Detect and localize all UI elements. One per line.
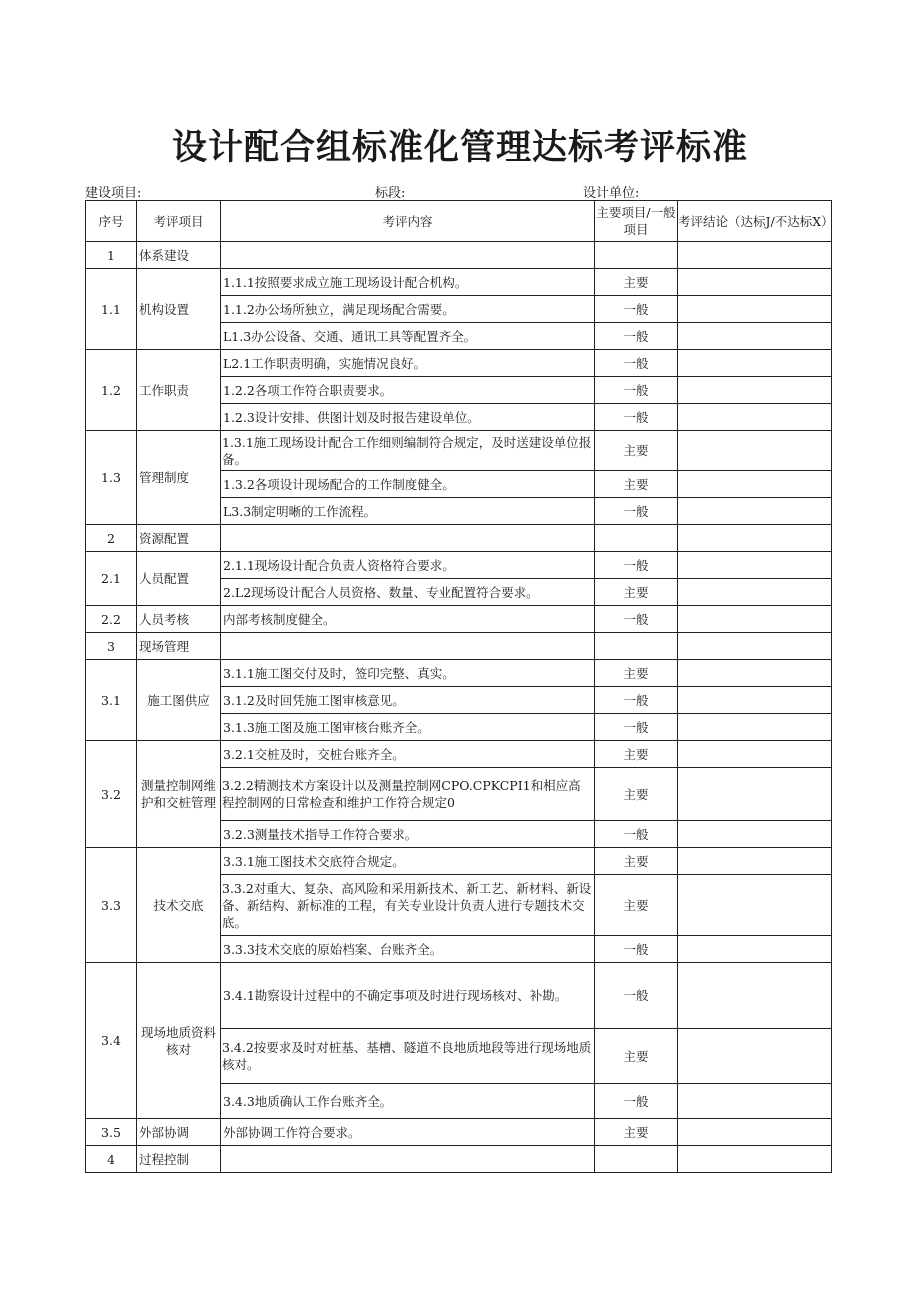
row-item: 人员配置: [137, 552, 221, 606]
row-content: 3.1.3施工图及施工图审核台账齐全。: [221, 714, 595, 741]
row-result[interactable]: [678, 471, 832, 498]
row-type: 一般: [595, 1084, 678, 1119]
row-content: 1.3.1施工现场设计配合工作细则编制符合规定，及时送建设单位报备。: [221, 431, 595, 471]
row-content: 3.4.2按要求及时对桩基、基槽、隧道不良地质地段等进行现场地质核对。: [221, 1029, 595, 1084]
row-result[interactable]: [678, 714, 832, 741]
table-row: [86, 1146, 832, 1173]
row-result[interactable]: [678, 323, 832, 350]
row-content: [221, 525, 595, 552]
header-row: [86, 201, 832, 242]
row-type: 主要: [595, 471, 678, 498]
page-title: 设计配合组标准化管理达标考评标准: [171, 127, 748, 168]
row-item: 机构设置: [137, 269, 221, 350]
row-seq: 4: [86, 1146, 137, 1173]
row-content: 1.1.2办公场所独立，满足现场配合需要。: [221, 296, 595, 323]
row-content: 3.3.1施工图技术交底符合规定。: [221, 848, 595, 875]
row-item: 资源配置: [137, 525, 221, 552]
row-item: 过程控制: [137, 1146, 221, 1173]
row-type: 主要: [595, 875, 678, 936]
row-result[interactable]: [678, 377, 832, 404]
row-type: 一般: [595, 350, 678, 377]
table-row: [86, 552, 832, 579]
row-type: 一般: [595, 552, 678, 579]
row-content: 3.1.1施工图交付及时，签印完整、真实。: [221, 660, 595, 687]
row-seq: 3: [86, 633, 137, 660]
table-row: [86, 848, 832, 875]
row-type: 主要: [595, 579, 678, 606]
row-result[interactable]: [678, 552, 832, 579]
row-result[interactable]: [678, 821, 832, 848]
table-row: [86, 525, 832, 552]
row-result[interactable]: [678, 606, 832, 633]
row-item: 管理制度: [137, 431, 221, 525]
row-type: 一般: [595, 714, 678, 741]
row-result[interactable]: [678, 848, 832, 875]
row-type: 一般: [595, 296, 678, 323]
row-type: [595, 1146, 678, 1173]
row-item: 技术交底: [137, 848, 221, 963]
project-label: 建设项目:: [85, 186, 142, 201]
row-result[interactable]: [678, 963, 832, 1029]
row-result[interactable]: [678, 431, 832, 471]
row-item: 外部协调: [137, 1119, 221, 1146]
row-result[interactable]: [678, 296, 832, 323]
row-seq: 1.3: [86, 431, 137, 525]
row-result[interactable]: [678, 1119, 832, 1146]
table-row: [86, 350, 832, 377]
table-row: [86, 431, 832, 471]
row-item: 体系建设: [137, 242, 221, 269]
row-content: 3.2.1交桩及时，交桩台账齐全。: [221, 741, 595, 768]
row-result[interactable]: [678, 350, 832, 377]
header-item: 考评项目: [137, 201, 221, 242]
row-result[interactable]: [678, 1146, 832, 1173]
row-seq: 1.1: [86, 269, 137, 350]
row-item: 测量控制网维护和交桩管理: [137, 741, 221, 848]
row-result[interactable]: [678, 579, 832, 606]
row-content: 3.3.2对重大、复杂、高风险和采用新技术、新工艺、新材料、新设备、新结构、新标准的工程，有关专业设计负责人进行专题技术交底。: [221, 875, 595, 936]
row-result[interactable]: [678, 633, 832, 660]
row-content: 外部协调工作符合要求。: [221, 1119, 595, 1146]
row-content: 3.4.3地质确认工作台账齐全。: [221, 1084, 595, 1119]
row-type: 一般: [595, 323, 678, 350]
table-row: [86, 606, 832, 633]
row-item: 现场地质资料核对: [137, 963, 221, 1119]
row-seq: 3.3: [86, 848, 137, 963]
row-content: 1.1.1按照要求成立施工现场设计配合机构。: [221, 269, 595, 296]
row-type: 一般: [595, 404, 678, 431]
section-label: 标段:: [375, 186, 406, 201]
row-content: 2.1.1现场设计配合负责人资格符合要求。: [221, 552, 595, 579]
row-content: 2.L2现场设计配合人员资格、数量、专业配置符合要求。: [221, 579, 595, 606]
row-result[interactable]: [678, 741, 832, 768]
row-result[interactable]: [678, 660, 832, 687]
row-result[interactable]: [678, 768, 832, 821]
row-result[interactable]: [678, 242, 832, 269]
row-content: 内部考核制度健全。: [221, 606, 595, 633]
row-type: 一般: [595, 606, 678, 633]
row-type: 主要: [595, 741, 678, 768]
row-type: 主要: [595, 431, 678, 471]
row-type: 一般: [595, 821, 678, 848]
row-type: 主要: [595, 1029, 678, 1084]
design-unit-label: 设计单位:: [583, 186, 640, 201]
row-result[interactable]: [678, 525, 832, 552]
row-type: [595, 633, 678, 660]
row-result[interactable]: [678, 1029, 832, 1084]
row-content: [221, 633, 595, 660]
row-result[interactable]: [678, 1084, 832, 1119]
row-type: 一般: [595, 687, 678, 714]
row-type: 一般: [595, 963, 678, 1029]
row-result[interactable]: [678, 404, 832, 431]
row-result[interactable]: [678, 936, 832, 963]
row-item: 工作职责: [137, 350, 221, 431]
row-type: 一般: [595, 936, 678, 963]
header-seq: 序号: [86, 201, 137, 242]
row-item: 施工图供应: [137, 660, 221, 741]
table-row: [86, 269, 832, 296]
row-content: 1.2.3设计安排、供图计划及时报告建设单位。: [221, 404, 595, 431]
row-type: [595, 525, 678, 552]
row-content: L1.3办公设备、交通、通讯工具等配置齐全。: [221, 323, 595, 350]
row-seq: 3.5: [86, 1119, 137, 1146]
evaluation-table: [85, 200, 832, 1173]
row-result[interactable]: [678, 687, 832, 714]
row-seq: 3.1: [86, 660, 137, 741]
row-content: 3.2.2精测技术方案设计以及测量控制网CPO.CPKCPI1和相应高程控制网的日常检查和维护工作符合规定0: [221, 768, 595, 821]
row-content: 3.3.3技术交底的原始档案、台账齐全。: [221, 936, 595, 963]
table-row: [86, 1119, 832, 1146]
row-content: [221, 1146, 595, 1173]
row-seq: 2.1: [86, 552, 137, 606]
row-result[interactable]: [678, 269, 832, 296]
row-content: 1.3.2各项设计现场配合的工作制度健全。: [221, 471, 595, 498]
header-content: 考评内容: [221, 201, 595, 242]
row-type: 主要: [595, 768, 678, 821]
row-content: 3.4.1勘察设计过程中的不确定事项及时进行现场核对、补勘。: [221, 963, 595, 1029]
row-item: 人员考核: [137, 606, 221, 633]
row-type: 一般: [595, 498, 678, 525]
row-content: 3.1.2及时回凭施工图审核意见。: [221, 687, 595, 714]
row-item: 现场管理: [137, 633, 221, 660]
row-type: 主要: [595, 660, 678, 687]
row-result[interactable]: [678, 498, 832, 525]
row-type: 一般: [595, 377, 678, 404]
header-result: 考评结论（达标J/不达标X）: [678, 201, 832, 242]
table-row: [86, 633, 832, 660]
row-result[interactable]: [678, 875, 832, 936]
row-seq: 2.2: [86, 606, 137, 633]
row-seq: 3.2: [86, 741, 137, 848]
row-content: [221, 242, 595, 269]
table-row: [86, 660, 832, 687]
table-row: [86, 741, 832, 768]
row-content: 3.2.3测量技术指导工作符合要求。: [221, 821, 595, 848]
row-seq: 3.4: [86, 963, 137, 1119]
table-row: [86, 242, 832, 269]
row-seq: 2: [86, 525, 137, 552]
row-seq: 1: [86, 242, 137, 269]
row-seq: 1.2: [86, 350, 137, 431]
row-content: L2.1工作职责明确，实施情况良好。: [221, 350, 595, 377]
row-content: 1.2.2各项工作符合职责要求。: [221, 377, 595, 404]
row-type: 主要: [595, 848, 678, 875]
header-type: 主要项目/一般项目: [595, 201, 678, 242]
row-type: [595, 242, 678, 269]
row-type: 主要: [595, 1119, 678, 1146]
row-type: 主要: [595, 269, 678, 296]
row-content: L3.3制定明晰的工作流程。: [221, 498, 595, 525]
table-row: [86, 963, 832, 1029]
